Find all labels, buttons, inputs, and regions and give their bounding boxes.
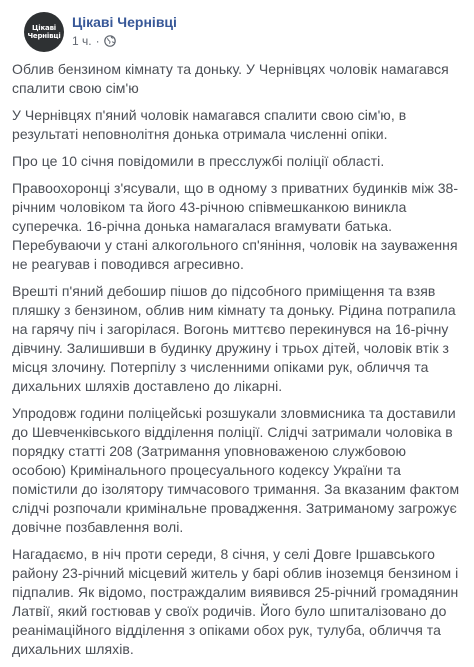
avatar-logo-text-line1: Цікаві bbox=[32, 24, 56, 32]
page-name-link[interactable]: Цікаві Чернівці bbox=[72, 14, 177, 30]
post-paragraph-title: Облив бензином кімнату та доньку. У Чернівцях чоловік намагався спалити свою сім'ю bbox=[12, 61, 449, 96]
post-meta bbox=[72, 33, 116, 49]
post-paragraph: Врешті п'яний дебошир пішов до підсобного приміщення та взяв пляшку з бензином, облив ним кімнату та доньку. Рідина потрапила на гарячу піч і загорілася. Вогонь миттєво перекинувся на 16-річну дівчину. Залишивши в будинку дружину і трьох дітей, чоловік втік з місця злочину. Потерпілу з численними опіками рук, обличчя та дихальних шляхів доставлено до лікарні. bbox=[12, 283, 456, 394]
post-paragraph: Про це 10 січня повідомили в пресслужбі поліції області. bbox=[12, 153, 385, 169]
post-paragraph: У Чернівцях п'яний чоловік намагався спалити свою сім'ю, в результаті неповнолітня донька отримала численні опіки. bbox=[12, 107, 407, 142]
globe-icon[interactable] bbox=[104, 35, 116, 47]
post-paragraph: Упродовж години поліцейські розшукали зловмисника та доставили до Шевченківського відділення поліції. Слідчі затримали чоловіка в порядку статті 208 (Затримання уповноваженою службовою особою) Кримінального процесуального кодексу України та помістили до ізолятору тимчасового тримання. За вказаним фактом слідчі розпочали кримінальне провадження. Затриманому загрожує довічне позбавлення волі. bbox=[12, 405, 460, 535]
avatar-logo-text-line2: Чернівці bbox=[27, 32, 61, 40]
post-header bbox=[12, 0, 474, 62]
post-body bbox=[12, 60, 464, 667]
post-paragraph: Правоохоронці з'ясували, що в одному з приватних будинків між 38-річним чоловіком та його 43-річною співмешканкою виникла суперечка. 16-річна донька намагалася вгамувати батька. Перебуваючи у стані алкогольного сп'яніння, чоловік на зауваження не реагував і поводився агресивно. bbox=[12, 180, 459, 272]
page-avatar[interactable] bbox=[24, 12, 64, 52]
post-timestamp[interactable]: 1 ч. bbox=[72, 34, 92, 48]
meta-separator: · bbox=[95, 34, 100, 48]
post-paragraph: Нагадаємо, в ніч проти середи, 8 січня, у селі Довге Іршавського району 23-річний місцевий житель у барі облив іноземця бензином і підпалив. Як відомо, постраждалим виявився 25-річний громадянин Латвії, який гостював у своїх родичів. Його було шпиталізовано до реанімаційного відділення з опіками обох рук, тулуба, обличчя та дихальних шляхів. bbox=[12, 546, 459, 657]
